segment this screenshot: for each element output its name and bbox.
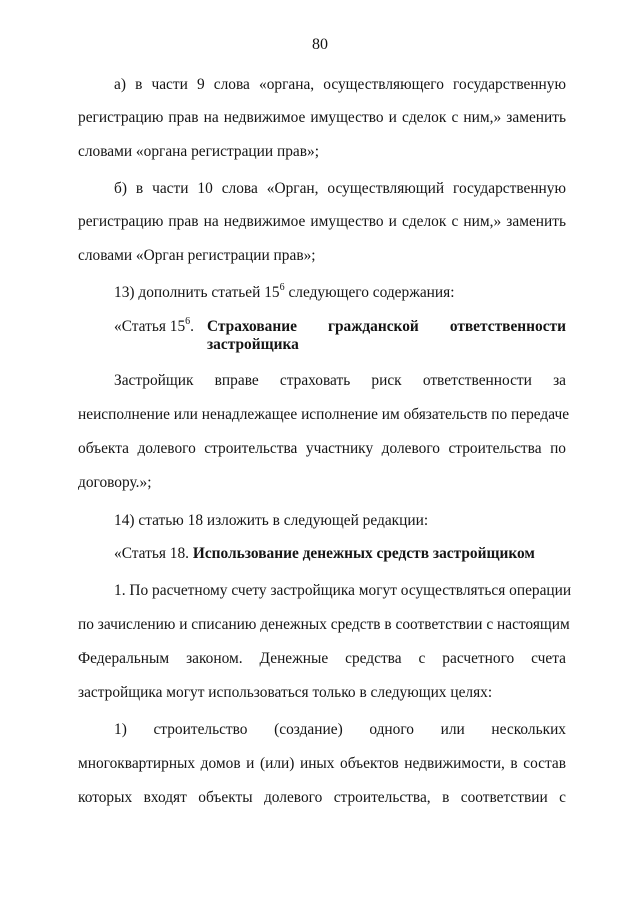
paragraph-line: объекта долевого строительства участнику долевого строительства по (78, 440, 566, 457)
article-18-heading (114, 545, 566, 563)
paragraph-line: застройщика могут использоваться только в следующих целях: (78, 684, 493, 701)
paragraph-line: 1. По расчетному счету застройщика могут осуществляться операции (114, 582, 572, 599)
paragraph-line: неисполнение или ненадлежащее исполнение им обязательств по передаче (78, 406, 570, 423)
superscript: 6 (279, 281, 285, 293)
paragraph-line: 1) строительство (создание) одного или нескольких (114, 721, 566, 738)
page-number: 80 (312, 36, 328, 53)
paragraph-line: б) в части 10 слова «Орган, осуществляющий государственную (114, 180, 566, 197)
paragraph-line: словами «органа регистрации прав»; (78, 143, 319, 160)
paragraph-line: 14) статью 18 изложить в следующей редакции: (114, 512, 429, 529)
article-label: «Статья 18. (114, 545, 193, 562)
paragraph-line: регистрацию прав на недвижимое имущество и сделок с ним,» заменить (78, 213, 566, 230)
paragraph-line: Федеральным законом. Денежные средства с расчетного счета (78, 650, 566, 667)
article-label-text: . (190, 318, 195, 335)
superscript: 6 (185, 315, 191, 327)
article-title (207, 318, 566, 354)
paragraph-line: по зачислению и списанию денежных средств в соответствии с настоящим (78, 616, 570, 633)
paragraph-line: а) в части 9 слова «органа, осуществляющего государственную (114, 76, 566, 93)
paragraph-line (114, 281, 566, 302)
article-label-text: «Статья 15 (114, 318, 186, 335)
paragraph-line: которых входят объекты долевого строительства, в соответствии с (78, 789, 566, 806)
paragraph-line: Застройщик вправе страховать риск ответственности за (114, 372, 566, 389)
article-label (114, 315, 195, 336)
article-title-line: Страхование гражданской ответственности (207, 318, 566, 335)
line-text: 13) дополнить статьей 15 (114, 284, 280, 301)
paragraph-line: словами «Орган регистрации прав»; (78, 247, 316, 264)
article-title: Использование денежных средств застройщиком (192, 545, 535, 562)
paragraph-line: регистрацию прав на недвижимое имущество и сделок с ним,» заменить (78, 109, 566, 126)
paragraph-line: договору.»; (78, 474, 152, 491)
line-text: следующего содержания: (284, 284, 455, 301)
article-title-line: застройщика (207, 336, 299, 353)
paragraph-line: многоквартирных домов и (или) иных объектов недвижимости, в состав (78, 755, 566, 772)
